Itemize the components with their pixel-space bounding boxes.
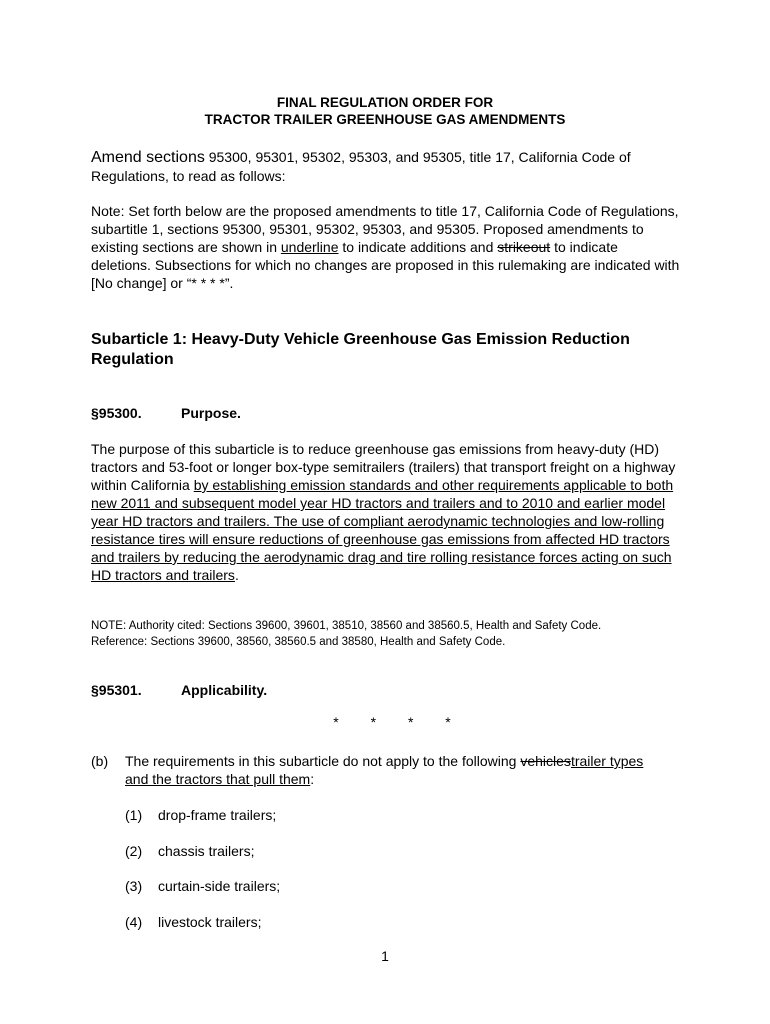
purpose-end: . — [234, 567, 239, 583]
document-title — [0, 94, 770, 128]
list-item-3-text: curtain-side trailers; — [158, 878, 281, 894]
list-item-1-num: (1) — [125, 807, 143, 823]
title-line-1: FINAL REGULATION ORDER FOR — [276, 95, 494, 110]
note-paragraph — [91, 202, 681, 292]
note-text-2: to indicate additions and — [338, 239, 498, 255]
list-item-2-num: (2) — [125, 843, 143, 859]
list-item-1-text: drop-frame trailers; — [158, 807, 277, 823]
purpose-paragraph — [91, 440, 681, 584]
authority-note — [91, 618, 691, 650]
note-strike-word: strikeout — [497, 239, 551, 255]
item-b-underlined: trailer types and the tractors that pull them — [125, 753, 644, 787]
item-b-text — [125, 752, 655, 788]
amend-rest: 95300, 95301, 95302, 95303, and 95305, title 17, California Code of Regulations, to read as follows: — [91, 149, 631, 184]
page-number: 1 — [381, 948, 389, 964]
section-95301-number: §95301. — [91, 682, 142, 698]
item-b-strike: vehicles — [520, 753, 571, 769]
amend-paragraph — [91, 148, 681, 186]
section-95301-title: Applicability. — [181, 682, 268, 698]
item-b-text-1: The requirements in this subarticle do not apply to the following — [125, 753, 521, 769]
amend-lead: Amend sections — [91, 149, 205, 166]
note-text-3: to indicate deletions. Subsections for which no changes are proposed in this rulemaking are indicated with [No change] or “* * * *”. — [91, 239, 680, 291]
authority-line-2: Reference: Sections 39600, 38560, 38560.5 and 38580, Health and Safety Code. — [91, 636, 506, 648]
list-item-3-num: (3) — [125, 878, 143, 894]
list-item-4-text: livestock trailers; — [158, 914, 262, 930]
title-line-2: TRACTOR TRAILER GREENHOUSE GAS AMENDMENTS — [204, 112, 566, 127]
purpose-text: The purpose of this subarticle is to reduce greenhouse gas emissions from heavy-duty (HD) tractors and 53-foot or longer box-type semitrailers (trailers) that transport freight on a highway within California — [91, 441, 676, 493]
section-95300-number: §95300. — [91, 405, 142, 421]
omission-stars: * * * * — [333, 714, 465, 730]
section-95300-title: Purpose. — [181, 405, 241, 421]
item-b-end: : — [310, 771, 315, 787]
note-underline-word: underline — [280, 239, 339, 255]
purpose-underlined-text: by establishing emission standards and other requirements applicable to both new 2011 and subsequent model year HD tractors and trailers and to 2010 and earlier model year HD tractors and trailers. The use of compliant aerodynamic technologies and low-rolling resistance tires will ensure reductions of greenhouse gas emissions from affected HD tractors and trailers by reducing the aerodynamic drag and tire rolling resistance forces acting on such HD tractors and trailers — [91, 477, 674, 583]
authority-line-1: NOTE: Authority cited: Sections 39600, 39601, 38510, 38560 and 38560.5, Health and Safety Code. — [91, 620, 602, 632]
note-text-1: Note: Set forth below are the proposed amendments to title 17, California Code of Regulations, subartitle 1, sections 95300, 95301, 95302, 95303, and 95305. Proposed amendments to existing sections are shown in — [91, 203, 679, 255]
subarticle-heading: Subarticle 1: Heavy-Duty Vehicle Greenhouse Gas Emission Reduction Regulation — [91, 331, 630, 368]
list-item-2-text: chassis trailers; — [158, 843, 255, 859]
list-item-4-num: (4) — [125, 914, 143, 930]
item-b-label: (b) — [91, 753, 109, 769]
